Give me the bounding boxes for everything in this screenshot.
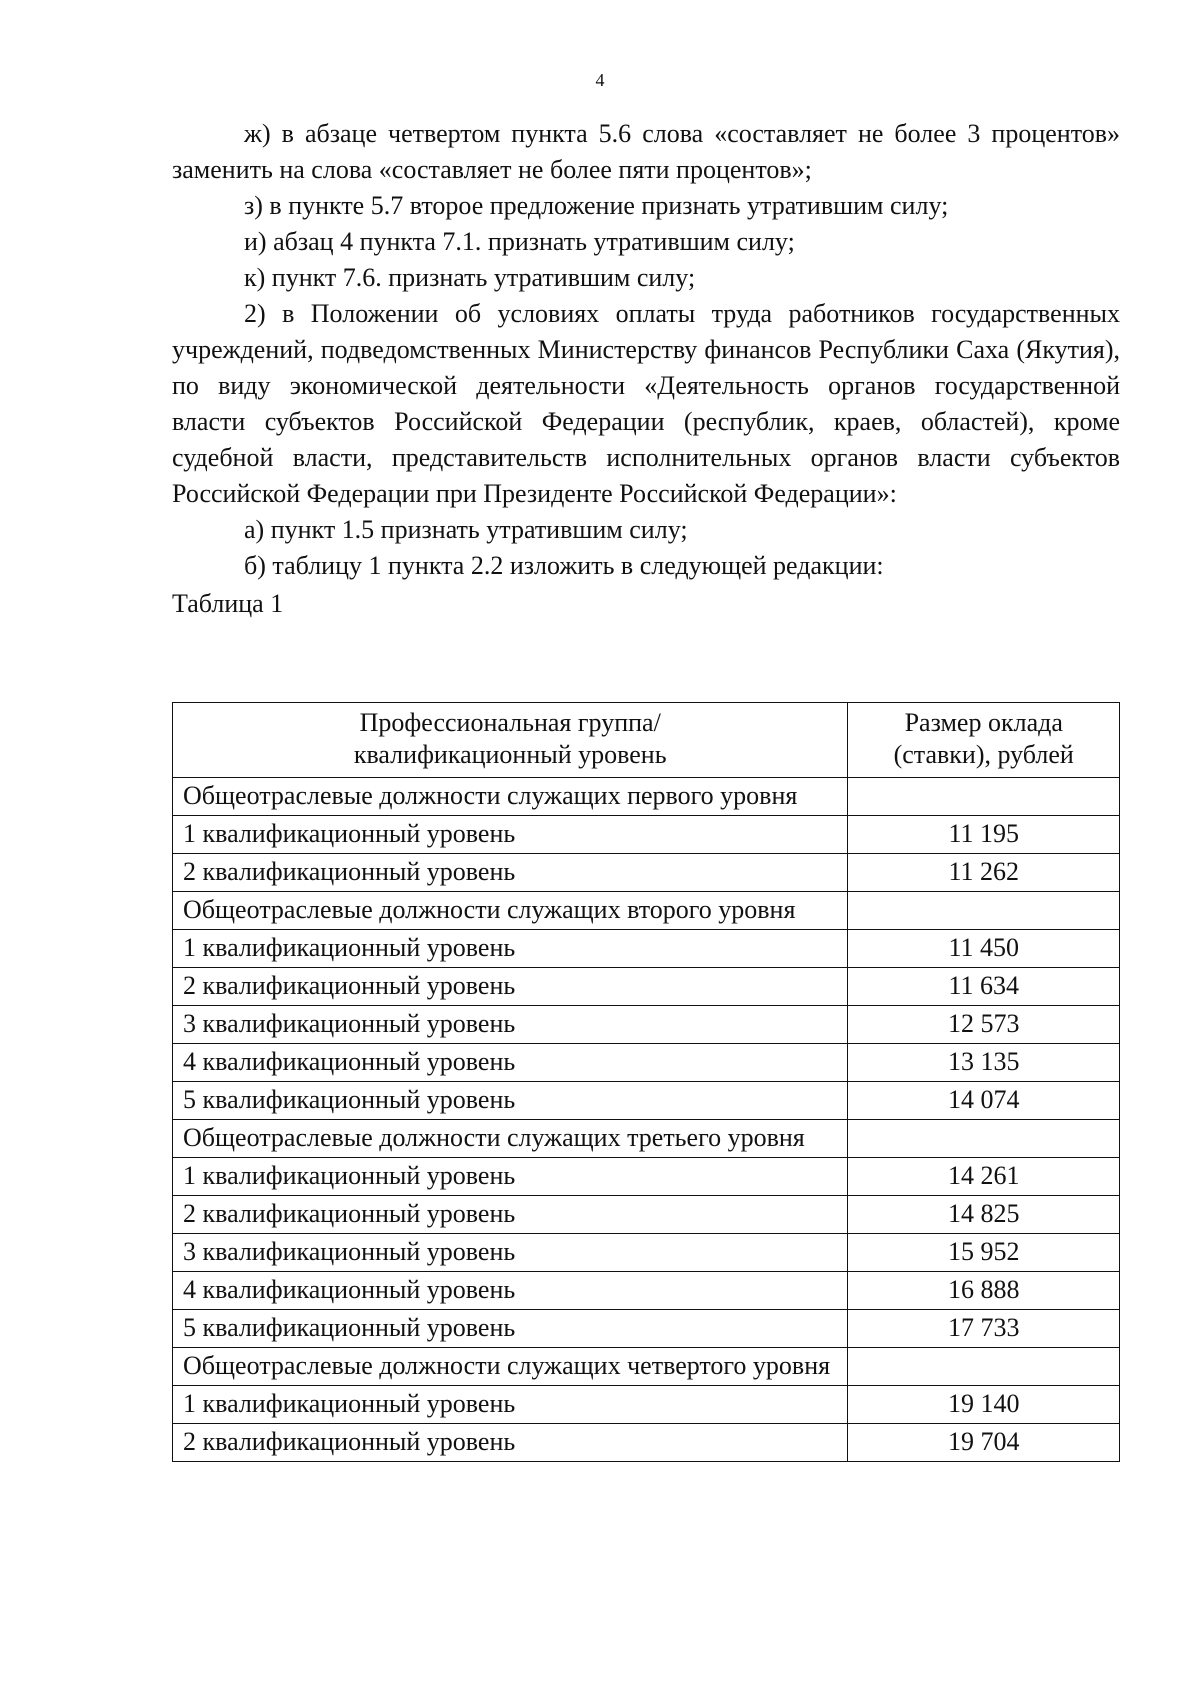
salary-cell: 14 261 — [848, 1158, 1120, 1196]
salary-cell: 11 634 — [848, 968, 1120, 1006]
level-cell: 2 квалификационный уровень — [173, 1424, 848, 1462]
salary-cell: 19 140 — [848, 1386, 1120, 1424]
header-value-line2: (ставки), рублей — [893, 740, 1074, 769]
salary-cell: 11 195 — [848, 816, 1120, 854]
group-title: Общеотраслевые должности служащих первого уровня — [173, 778, 848, 816]
table-body — [173, 778, 1120, 1462]
page-number: 4 — [595, 70, 605, 90]
group-row — [173, 778, 1120, 816]
salary-cell: 19 704 — [848, 1424, 1120, 1462]
table-row — [173, 854, 1120, 892]
salary-cell: 11 262 — [848, 854, 1120, 892]
group-title: Общеотраслевые должности служащих четвертого уровня — [173, 1348, 848, 1386]
paragraph-b: б) таблицу 1 пункта 2.2 изложить в следующей редакции: — [244, 551, 884, 580]
group-value-empty — [848, 1120, 1120, 1158]
paragraph-k: к) пункт 7.6. признать утратившим силу; — [244, 263, 696, 292]
table-row — [173, 816, 1120, 854]
level-cell: 2 квалификационный уровень — [173, 1196, 848, 1234]
table-row — [173, 1234, 1120, 1272]
paragraph-a: а) пункт 1.5 признать утратившим силу; — [244, 515, 688, 544]
group-row — [173, 1120, 1120, 1158]
group-row — [173, 1348, 1120, 1386]
salary-cell: 11 450 — [848, 930, 1120, 968]
table-row — [173, 930, 1120, 968]
level-cell: 5 квалификационный уровень — [173, 1310, 848, 1348]
salary-cell: 14 825 — [848, 1196, 1120, 1234]
level-cell: 3 квалификационный уровень — [173, 1006, 848, 1044]
table-row — [173, 1196, 1120, 1234]
group-value-empty — [848, 1348, 1120, 1386]
document-body — [172, 116, 1120, 622]
table-caption: Таблица 1 — [172, 589, 284, 618]
level-cell: 3 квалификационный уровень — [173, 1234, 848, 1272]
header-group-line2: квалификационный уровень — [353, 740, 667, 769]
group-row — [173, 892, 1120, 930]
level-cell: 1 квалификационный уровень — [173, 1386, 848, 1424]
salary-table — [172, 702, 1120, 1462]
table-row — [173, 1158, 1120, 1196]
group-title: Общеотраслевые должности служащих третьего уровня — [173, 1120, 848, 1158]
group-value-empty — [848, 778, 1120, 816]
table-row — [173, 1424, 1120, 1462]
level-cell: 1 квалификационный уровень — [173, 816, 848, 854]
table-row — [173, 1272, 1120, 1310]
level-cell: 4 квалификационный уровень — [173, 1044, 848, 1082]
level-cell: 4 квалификационный уровень — [173, 1272, 848, 1310]
paragraph-i: и) абзац 4 пункта 7.1. признать утратившим силу; — [244, 227, 795, 256]
header-value-line1: Размер оклада — [904, 708, 1063, 737]
table-row — [173, 1044, 1120, 1082]
level-cell: 2 квалификационный уровень — [173, 854, 848, 892]
level-cell: 1 квалификационный уровень — [173, 1158, 848, 1196]
header-value-cell — [848, 703, 1120, 778]
level-cell: 1 квалификационный уровень — [173, 930, 848, 968]
group-value-empty — [848, 892, 1120, 930]
level-cell: 2 квалификационный уровень — [173, 968, 848, 1006]
salary-cell: 15 952 — [848, 1234, 1120, 1272]
table-row — [173, 968, 1120, 1006]
group-title: Общеотраслевые должности служащих второго уровня — [173, 892, 848, 930]
header-group-cell — [173, 703, 848, 778]
header-group-line1: Профессиональная группа/ — [359, 708, 661, 737]
salary-cell: 13 135 — [848, 1044, 1120, 1082]
salary-cell: 16 888 — [848, 1272, 1120, 1310]
paragraph-2: 2) в Положении об условиях оплаты труда работников государственных учреждений, подведомственных Министерству финансов Республики Саха (Якутия), по виду экономической деятельности «Деятельность органов государственной власти субъектов Российской Федерации (республик, краев, областей), кроме судебной власти, представительств исполнительных органов власти субъектов Российской Федерации при Президенте Российской Федерации»: — [172, 299, 1120, 508]
table-row — [173, 1386, 1120, 1424]
paragraph-zh: ж) в абзаце четвертом пункта 5.6 слова «составляет не более 3 процентов» заменить на слова «составляет не более пяти процентов»; — [172, 119, 1120, 184]
salary-cell: 14 074 — [848, 1082, 1120, 1120]
table-header-row — [173, 703, 1120, 778]
salary-cell: 12 573 — [848, 1006, 1120, 1044]
level-cell: 5 квалификационный уровень — [173, 1082, 848, 1120]
table-row — [173, 1006, 1120, 1044]
paragraph-z: з) в пункте 5.7 второе предложение признать утратившим силу; — [244, 191, 949, 220]
salary-cell: 17 733 — [848, 1310, 1120, 1348]
table-row — [173, 1082, 1120, 1120]
table-row — [173, 1310, 1120, 1348]
